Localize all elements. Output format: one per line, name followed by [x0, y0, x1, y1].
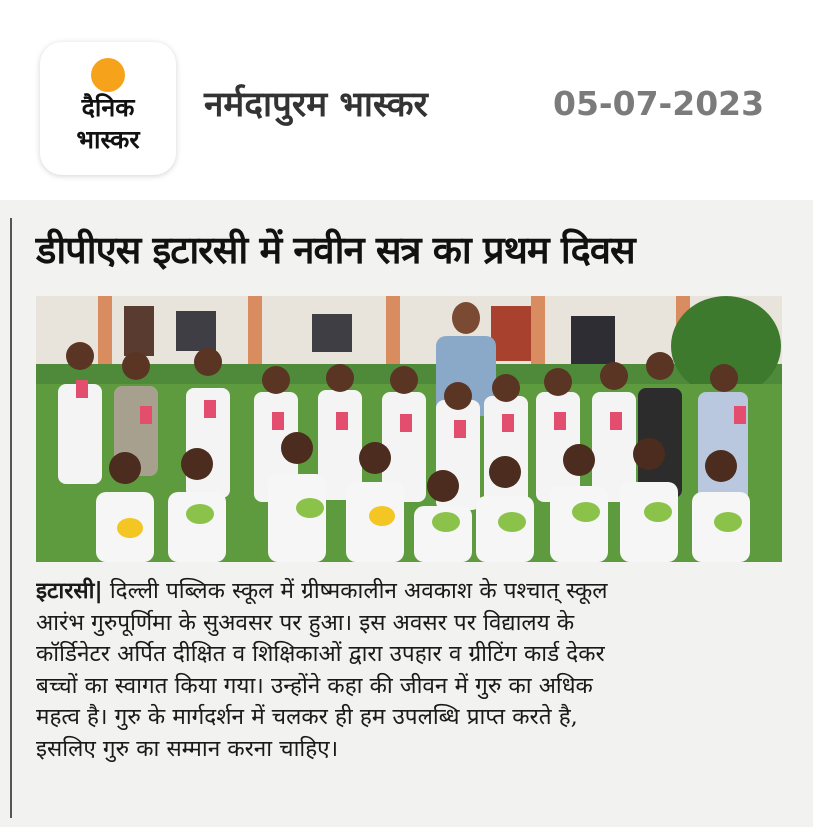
- sun-icon: [91, 58, 125, 92]
- article-line-4: बच्चों का स्वागत किया गया। उन्होंने कहा की जीवन में गुरु का अधिक: [36, 672, 593, 699]
- article-photo: [36, 296, 782, 562]
- article-line-5: महत्व है। गुरु के मार्गदर्शन में चलकर ही हम उपलब्धि प्राप्त करते है,: [36, 704, 578, 730]
- article-line-6: इसलिए गुरु का सम्मान करना चाहिए।: [36, 735, 339, 762]
- newspaper-header: [0, 0, 813, 200]
- logo-text-line2: भास्कर: [76, 125, 140, 154]
- edition-name: नर्मदापुरम भास्कर: [204, 85, 428, 125]
- article-line-1: इटारसी| दिल्ली पब्लिक स्कूल में ग्रीष्मकालीन अवकाश के पश्चात् स्कूल: [36, 578, 608, 604]
- logo-text-line1: दैनिक: [81, 93, 135, 122]
- news-clipping: [0, 200, 813, 827]
- article-headline: डीपीएस इटारसी में नवीन सत्र का प्रथम दिवस: [36, 228, 635, 272]
- clipping-border: [10, 218, 12, 818]
- dainik-bhaskar-logo[interactable]: [40, 42, 176, 175]
- article-line-2: आरंभ गुरुपूर्णिमा के सुअवसर पर हुआ। इस अवसर पर विद्यालय के: [36, 609, 575, 636]
- article-dateline: इटारसी|: [36, 578, 103, 604]
- article-body: [36, 576, 784, 765]
- publication-date: 05-07-2023: [553, 84, 765, 123]
- group-photo-students: [36, 296, 782, 562]
- article-line-3: कॉर्डिनेटर अर्पित दीक्षित व शिक्षिकाओं द्वारा उपहार व ग्रीटिंग कार्ड देकर: [36, 641, 605, 667]
